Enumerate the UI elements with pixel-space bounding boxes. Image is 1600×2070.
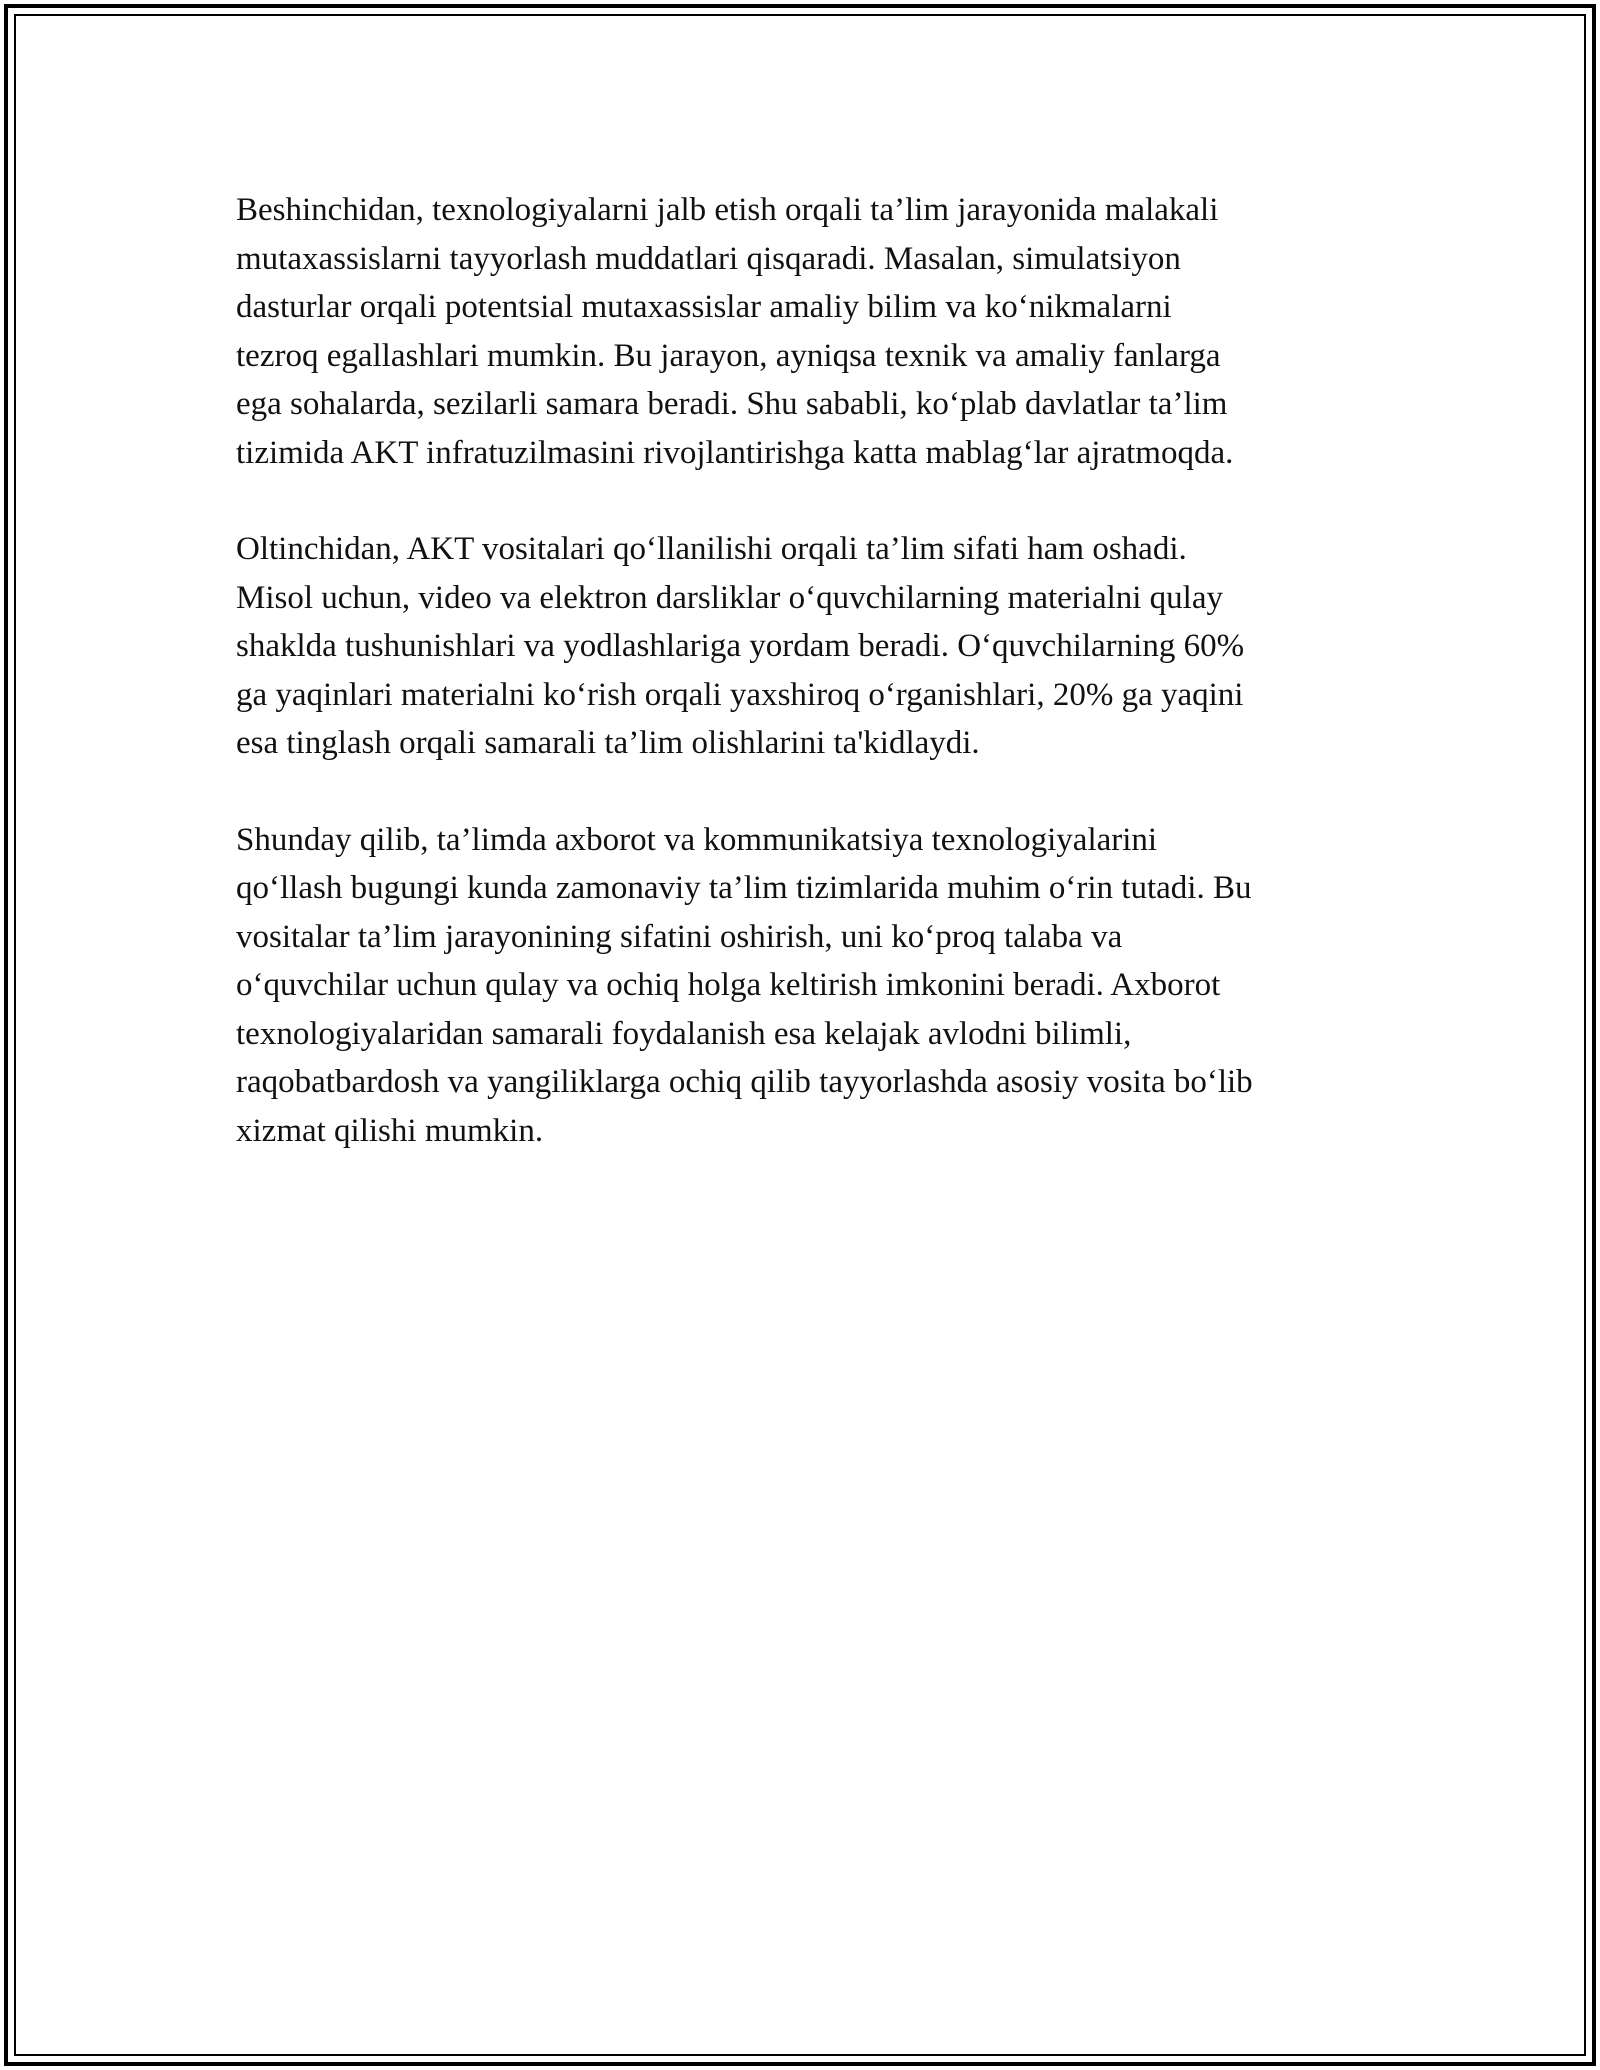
text-line: mutaxassislarni tayyorlash muddatlari qisqaradi. Masalan, simulatsiyon bbox=[236, 240, 1181, 277]
text-line: o‘quvchilar uchun qulay va ochiq holga keltirish imkonini beradi. Axborot bbox=[236, 967, 1221, 1003]
text-line: tezroq egallashlari mumkin. Bu jarayon, ayniqsa texnik va amaliy fanlarga bbox=[236, 337, 1221, 374]
text-line: dasturlar orqali potentsial mutaxassislar amaliy bilim va ko‘nikmalarni bbox=[236, 289, 1172, 325]
text-line: shaklda tushunishlari va yodlashlariga yordam beradi. O‘quvchilarning 60% bbox=[236, 628, 1245, 664]
paragraph-3 bbox=[236, 816, 1396, 1156]
text-line: Beshinchidan, texnologiyalarni jalb etish orqali ta’lim jarayonida malakali bbox=[236, 192, 1219, 228]
text-line: xizmat qilishi mumkin. bbox=[236, 1112, 544, 1149]
document-body bbox=[236, 186, 1396, 1203]
text-line: vositalar ta’lim jarayonining sifatini oshirish, uni ko‘proq talaba va bbox=[236, 918, 1123, 955]
paragraph-1 bbox=[236, 186, 1396, 477]
text-line: Shunday qilib, ta’limda axborot va kommunikatsiya texnologiyalarini bbox=[236, 821, 1158, 858]
text-line: qo‘llash bugungi kunda zamonaviy ta’lim tizimlarida muhim o‘rin tutadi. Bu bbox=[236, 870, 1252, 906]
text-line: Misol uchun, video va elektron darsliklar o‘quvchilarning materialni qulay bbox=[236, 579, 1223, 616]
text-line: esa tinglash orqali samarali ta’lim olishlarini ta'kidlaydi. bbox=[236, 725, 980, 761]
text-line: Oltinchidan, AKT vositalari qo‘llanilishi orqali ta’lim sifati ham oshadi. bbox=[236, 531, 1187, 567]
text-line: ga yaqinlari materialni ko‘rish orqali yaxshiroq o‘rganishlari, 20% ga yaqini bbox=[236, 676, 1244, 713]
text-line: ega sohalarda, sezilarli samara beradi. Shu sababli, ko‘plab davlatlar ta’lim bbox=[236, 386, 1228, 422]
paragraph-2 bbox=[236, 525, 1396, 768]
text-line: texnologiyalaridan samarali foydalanish esa kelajak avlodni bilimli, bbox=[236, 1015, 1132, 1052]
text-line: tizimida AKT infratuzilmasini rivojlantirishga katta mablag‘lar ajratmoqda. bbox=[236, 434, 1234, 471]
text-line: raqobatbardosh va yangiliklarga ochiq qilib tayyorlashda asosiy vosita bo‘lib bbox=[236, 1064, 1253, 1100]
